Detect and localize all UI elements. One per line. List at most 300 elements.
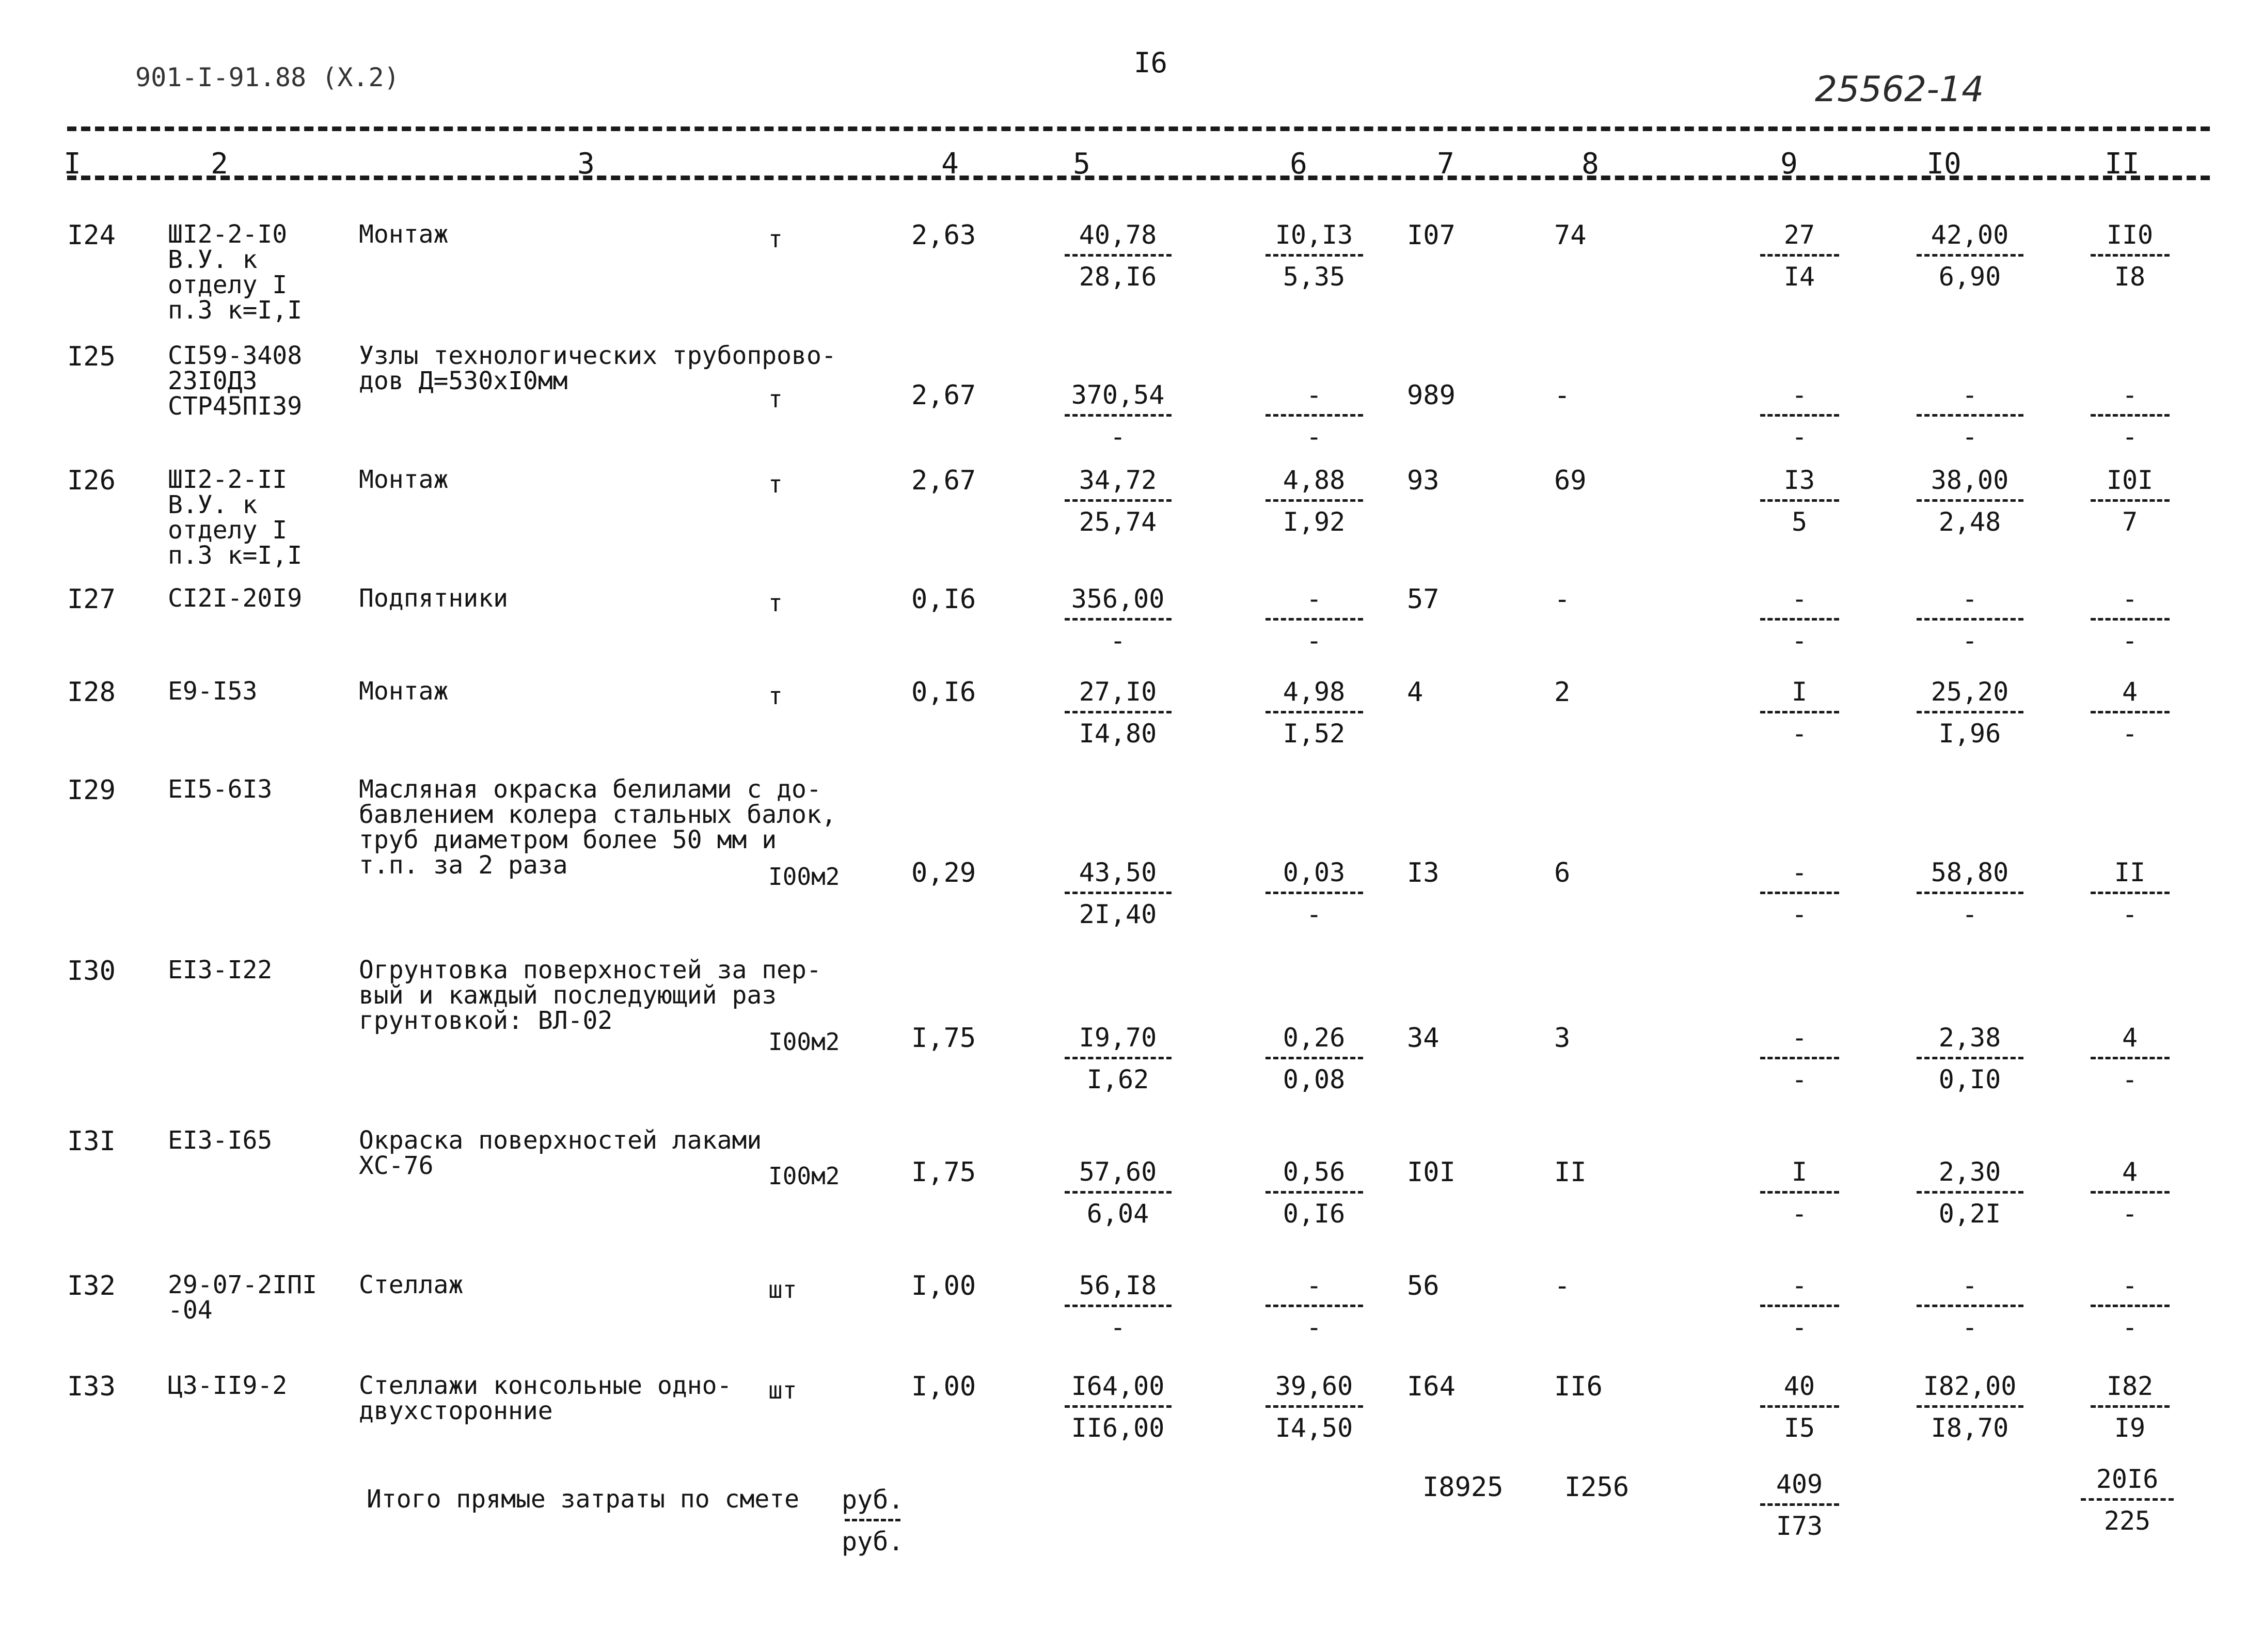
col9-value-numerator: I [1791, 677, 1808, 707]
row-unit: шт [768, 1376, 797, 1404]
col6-cost-numerator: 39,60 [1275, 1371, 1353, 1401]
col9-value [1755, 1025, 1843, 1092]
col5-cost-fraction-bar [1065, 1057, 1172, 1059]
total-col11-fraction-bar [2081, 1498, 2174, 1501]
col10-value-numerator: 42,00 [1931, 220, 2009, 250]
col11-value-denominator: I9 [2114, 1413, 2146, 1443]
total-unit [842, 1487, 904, 1554]
column-header-11: II [2105, 147, 2140, 181]
row-unit: I00м2 [768, 1028, 840, 1056]
col8-total: 6 [1554, 857, 1571, 888]
col6-cost-denominator: - [1306, 1312, 1322, 1342]
col5-cost-denominator: - [1110, 1312, 1126, 1342]
col6-cost [1260, 467, 1368, 535]
col5-cost [1058, 1025, 1177, 1092]
row-norm-code: Е9-I53 [168, 677, 258, 706]
col8-total: - [1554, 584, 1571, 615]
row-unit: т [768, 385, 783, 413]
col9-value-numerator: - [1791, 584, 1808, 614]
col11-value-numerator: - [2122, 1270, 2138, 1300]
col10-value [1910, 1270, 2029, 1342]
col6-cost-numerator: - [1306, 1270, 1322, 1300]
row-unit: I00м2 [768, 1162, 840, 1190]
row-quantity: 0,I6 [911, 677, 976, 708]
col5-cost-denominator: I4,80 [1079, 719, 1157, 749]
col11-value-numerator: 4 [2122, 1157, 2138, 1187]
col10-value [1910, 467, 2029, 535]
col7-total: 57 [1407, 584, 1440, 615]
col10-value-denominator: 0,2I [1938, 1199, 2001, 1229]
col9-value [1755, 677, 1843, 749]
col6-cost-fraction-bar [1266, 254, 1363, 257]
col10-value [1910, 222, 2029, 290]
col10-value-numerator: - [1962, 1270, 1978, 1300]
col11-value-fraction-bar [2091, 618, 2170, 621]
col10-value [1910, 586, 2029, 654]
col11-value [2086, 222, 2174, 290]
col10-value-numerator: 2,30 [1938, 1157, 2001, 1187]
col6-cost-denominator: - [1306, 422, 1322, 452]
col10-value-denominator: 2,48 [1938, 507, 2001, 537]
col9-value-denominator: - [1791, 626, 1808, 656]
col10-value [1910, 1159, 2029, 1227]
row-position: I27 [67, 584, 116, 615]
col5-cost-denominator: - [1110, 422, 1126, 452]
row-work-name: Масляная окраска белилами с до- бавлением колера стальных балок, труб диаметром более 50 мм и т.п. за 2 раза [359, 775, 836, 880]
row-work-name: Стеллажи консольные одно- двухсторонние [359, 1371, 732, 1425]
column-header-5: 5 [1073, 147, 1090, 181]
col6-cost [1260, 382, 1368, 450]
col5-cost-numerator: 356,00 [1071, 584, 1165, 614]
row-quantity: 2,63 [911, 220, 976, 251]
col6-cost [1260, 1270, 1368, 1342]
total-col9-fraction-bar [1760, 1503, 1839, 1506]
col9-value-fraction-bar [1760, 618, 1839, 621]
column-header-9: 9 [1780, 147, 1798, 181]
row-quantity: I,75 [911, 1157, 976, 1188]
col9-value-fraction-bar [1760, 1405, 1839, 1408]
col6-cost-fraction-bar [1266, 1057, 1363, 1059]
col6-cost [1260, 1159, 1368, 1227]
column-header-8: 8 [1581, 147, 1599, 181]
col9-value-denominator: - [1791, 1065, 1808, 1094]
total-col11-denominator: 225 [2103, 1506, 2151, 1536]
col5-cost [1058, 1159, 1177, 1227]
row-work-name: Монтаж [359, 677, 449, 706]
column-header-1: I [64, 147, 81, 181]
col5-cost-denominator: II6,00 [1071, 1413, 1165, 1443]
col11-value-fraction-bar [2091, 499, 2170, 502]
col6-cost-numerator: 0,56 [1283, 1157, 1346, 1187]
col9-value-denominator: I5 [1783, 1413, 1815, 1443]
col6-cost [1260, 1025, 1368, 1092]
col6-cost-denominator: I4,50 [1275, 1413, 1353, 1443]
col10-value-denominator: - [1962, 1312, 1978, 1342]
col5-cost-fraction-bar [1065, 1405, 1172, 1408]
col5-cost [1058, 222, 1177, 290]
row-norm-code: 29-07-2IПI -04 [168, 1270, 317, 1325]
col6-cost [1260, 677, 1368, 749]
row-work-name: Монтаж [359, 220, 449, 249]
header-bottom-rule [67, 176, 2210, 180]
col6-cost-fraction-bar [1266, 499, 1363, 502]
col10-value-fraction-bar [1917, 1057, 2023, 1059]
col6-cost-numerator: 0,03 [1283, 857, 1346, 887]
col10-value [1910, 1373, 2029, 1441]
col5-cost-denominator: 6,04 [1086, 1199, 1149, 1229]
col5-cost [1058, 382, 1177, 450]
col5-cost [1058, 1373, 1177, 1441]
col6-cost-denominator: 0,I6 [1283, 1199, 1346, 1229]
column-header-3: 3 [577, 147, 595, 181]
col5-cost-numerator: I64,00 [1071, 1371, 1165, 1401]
row-norm-code: ЕI5-6I3 [168, 775, 273, 804]
col5-cost-fraction-bar [1065, 1305, 1172, 1307]
col11-value-fraction-bar [2091, 711, 2170, 713]
col9-value-denominator: 5 [1791, 507, 1808, 537]
col9-value-numerator: 27 [1783, 220, 1815, 250]
col5-cost-fraction-bar [1065, 618, 1172, 621]
col11-value-denominator: - [2122, 1312, 2138, 1342]
col10-value-denominator: I8,70 [1931, 1413, 2009, 1443]
total-col9 [1755, 1471, 1843, 1539]
row-position: I3I [67, 1126, 116, 1157]
col11-value-fraction-bar [2091, 414, 2170, 417]
col5-cost-numerator: 27,I0 [1079, 677, 1157, 707]
col6-cost-denominator: - [1306, 899, 1322, 929]
total-col7: I8925 [1422, 1472, 1504, 1503]
col9-value-denominator: - [1791, 422, 1808, 452]
row-position: I32 [67, 1270, 116, 1301]
col9-value-denominator: - [1791, 899, 1808, 929]
col6-cost-fraction-bar [1266, 892, 1363, 894]
column-header-6: 6 [1290, 147, 1307, 181]
col6-cost-denominator: 0,08 [1283, 1065, 1346, 1094]
total-unit-numerator: руб. [842, 1485, 904, 1515]
col9-value-fraction-bar [1760, 892, 1839, 894]
col5-cost [1058, 857, 1177, 929]
row-norm-code: ЕI3-I65 [168, 1126, 273, 1155]
col9-value-denominator: - [1791, 719, 1808, 749]
col5-cost-numerator: 56,I8 [1079, 1270, 1157, 1300]
col9-value-fraction-bar [1760, 499, 1839, 502]
col11-value-denominator: - [2122, 899, 2138, 929]
col11-value-denominator: - [2122, 1065, 2138, 1094]
col9-value-numerator: I [1791, 1157, 1808, 1187]
col9-value [1755, 222, 1843, 290]
col11-value-denominator: - [2122, 626, 2138, 656]
col5-cost-numerator: 57,60 [1079, 1157, 1157, 1187]
col7-total: I3 [1407, 857, 1440, 888]
col8-total: 3 [1554, 1023, 1571, 1054]
row-work-name: Стеллаж [359, 1270, 464, 1299]
col11-value-denominator: 7 [2122, 507, 2138, 537]
col8-total: 74 [1554, 220, 1587, 251]
row-norm-code: ШI2-2-II В.У. к отделу I п.3 к=I,I [168, 465, 303, 570]
col6-cost-fraction-bar [1266, 618, 1363, 621]
row-norm-code: Ц3-II9-2 [168, 1371, 288, 1400]
col11-value-numerator: I0I [2106, 465, 2154, 495]
col9-value-numerator: - [1791, 1023, 1808, 1053]
col11-value-denominator: I8 [2114, 262, 2146, 292]
col11-value-fraction-bar [2091, 1191, 2170, 1194]
row-unit: т [768, 589, 783, 617]
row-norm-code: ЕI3-I22 [168, 956, 273, 984]
col5-cost-fraction-bar [1065, 1191, 1172, 1194]
col5-cost-denominator: 28,I6 [1079, 262, 1157, 292]
col11-value-numerator: 4 [2122, 677, 2138, 707]
col11-value-denominator: - [2122, 1199, 2138, 1229]
col6-cost-numerator: 4,88 [1283, 465, 1346, 495]
col9-value [1755, 382, 1843, 450]
col10-value [1910, 857, 2029, 929]
row-position: I26 [67, 465, 116, 496]
row-norm-code: ШI2-2-I0 В.У. к отделу I п.3 к=I,I [168, 220, 303, 325]
col11-value-denominator: - [2122, 719, 2138, 749]
page-number: I6 [1134, 46, 1168, 79]
row-unit: шт [768, 1276, 797, 1304]
col10-value [1910, 382, 2029, 450]
col5-cost-numerator: 370,54 [1071, 380, 1165, 410]
col10-value-fraction-bar [1917, 1305, 2023, 1307]
col11-value-fraction-bar [2091, 892, 2170, 894]
col11-value [2086, 857, 2174, 929]
row-work-name: Монтаж [359, 465, 449, 494]
col6-cost [1260, 222, 1368, 290]
col10-value-fraction-bar [1917, 1405, 2023, 1408]
col6-cost-numerator: 0,26 [1283, 1023, 1346, 1053]
col6-cost-numerator: I0,I3 [1275, 220, 1353, 250]
col10-value-fraction-bar [1917, 1191, 2023, 1194]
total-col8: I256 [1564, 1472, 1630, 1503]
row-position: I25 [67, 341, 116, 372]
col10-value-fraction-bar [1917, 892, 2023, 894]
col10-value-fraction-bar [1917, 254, 2023, 257]
row-norm-code: СI59-3408 23I0Д3 СТР45ПI39 [168, 341, 303, 421]
row-work-name: Окраска поверхностей лаками ХС-76 [359, 1126, 762, 1180]
col11-value [2086, 1025, 2174, 1092]
col11-value [2086, 1270, 2174, 1342]
col10-value-denominator: - [1962, 899, 1978, 929]
col10-value-numerator: 25,20 [1931, 677, 2009, 707]
col5-cost [1058, 1270, 1177, 1342]
col11-value-fraction-bar [2091, 254, 2170, 257]
col11-value-denominator: - [2122, 422, 2138, 452]
row-quantity: I,00 [911, 1270, 976, 1301]
col9-value-numerator: - [1791, 857, 1808, 887]
col10-value-numerator: 38,00 [1931, 465, 2009, 495]
col11-value [2086, 382, 2174, 450]
col11-value [2086, 677, 2174, 749]
col7-total: I07 [1407, 220, 1456, 251]
column-header-7: 7 [1437, 147, 1454, 181]
col9-value-numerator: I3 [1783, 465, 1815, 495]
col9-value-denominator: I4 [1783, 262, 1815, 292]
col5-cost-numerator: I9,70 [1079, 1023, 1157, 1053]
row-position: I30 [67, 956, 116, 987]
col6-cost-fraction-bar [1266, 1305, 1363, 1307]
col6-cost [1260, 586, 1368, 654]
col6-cost-numerator: - [1306, 380, 1322, 410]
col5-cost-denominator: 25,74 [1079, 507, 1157, 537]
col5-cost-denominator: 2I,40 [1079, 899, 1157, 929]
col8-total: II6 [1554, 1371, 1603, 1402]
col10-value-fraction-bar [1917, 499, 2023, 502]
col11-value-fraction-bar [2091, 1405, 2170, 1408]
col9-value-numerator: - [1791, 1270, 1808, 1300]
col10-value-fraction-bar [1917, 618, 2023, 621]
col11-value-numerator: 4 [2122, 1023, 2138, 1053]
col10-value-numerator: 2,38 [1938, 1023, 2001, 1053]
col9-value-fraction-bar [1760, 254, 1839, 257]
total-label: Итого прямые затраты по смете [367, 1485, 800, 1514]
row-unit: т [768, 682, 783, 710]
column-header-10: I0 [1926, 147, 1962, 181]
col7-total: 989 [1407, 380, 1456, 411]
col5-cost-numerator: 34,72 [1079, 465, 1157, 495]
row-position: I28 [67, 677, 116, 708]
row-quantity: I,75 [911, 1023, 976, 1054]
col6-cost-fraction-bar [1266, 711, 1363, 713]
col9-value-denominator: - [1791, 1312, 1808, 1342]
col11-value [2086, 586, 2174, 654]
col10-value-denominator: 6,90 [1938, 262, 2001, 292]
col5-cost [1058, 677, 1177, 749]
col6-cost-numerator: - [1306, 584, 1322, 614]
column-header-4: 4 [941, 147, 959, 181]
col5-cost-denominator: I,62 [1086, 1065, 1149, 1094]
row-quantity: 0,I6 [911, 584, 976, 615]
col5-cost-fraction-bar [1065, 254, 1172, 257]
col10-value-numerator: - [1962, 584, 1978, 614]
col8-total: 69 [1554, 465, 1587, 496]
col8-total: - [1554, 380, 1571, 411]
col6-cost-denominator: - [1306, 626, 1322, 656]
col11-value-numerator: II [2114, 857, 2146, 887]
row-quantity: I,00 [911, 1371, 976, 1402]
total-col11-numerator: 20I6 [2096, 1464, 2159, 1494]
row-quantity: 2,67 [911, 380, 976, 411]
col6-cost-denominator: I,92 [1283, 507, 1346, 537]
col11-value [2086, 1159, 2174, 1227]
header-top-rule [67, 126, 2210, 131]
col10-value [1910, 677, 2029, 749]
col9-value-denominator: - [1791, 1199, 1808, 1229]
total-col11 [2076, 1466, 2179, 1534]
col10-value-numerator: - [1962, 380, 1978, 410]
col9-value [1755, 586, 1843, 654]
col10-value-fraction-bar [1917, 414, 2023, 417]
total-col9-numerator: 409 [1776, 1469, 1823, 1499]
col11-value-numerator: I82 [2106, 1371, 2154, 1401]
col5-cost-fraction-bar [1065, 892, 1172, 894]
col9-value [1755, 1373, 1843, 1441]
col5-cost-numerator: 40,78 [1079, 220, 1157, 250]
row-norm-code: СI2I-20I9 [168, 584, 303, 613]
col8-total: II [1554, 1157, 1587, 1188]
col11-value-fraction-bar [2091, 1057, 2170, 1059]
col9-value [1755, 1159, 1843, 1227]
col7-total: I64 [1407, 1371, 1456, 1402]
col5-cost-fraction-bar [1065, 711, 1172, 713]
col5-cost-denominator: - [1110, 626, 1126, 656]
col7-total: 34 [1407, 1023, 1440, 1054]
col5-cost-fraction-bar [1065, 499, 1172, 502]
col10-value-denominator: 0,I0 [1938, 1065, 2001, 1094]
row-unit: I00м2 [768, 863, 840, 891]
col11-value-numerator: - [2122, 584, 2138, 614]
col11-value-fraction-bar [2091, 1305, 2170, 1307]
col9-value-fraction-bar [1760, 711, 1839, 713]
col5-cost-numerator: 43,50 [1079, 857, 1157, 887]
col10-value-denominator: - [1962, 422, 1978, 452]
col9-value [1755, 467, 1843, 535]
row-work-name: Огрунтовка поверхностей за пер- вый и каждый последующий раз грунтовкой: ВЛ-02 [359, 956, 821, 1035]
row-unit: т [768, 225, 783, 253]
row-quantity: 2,67 [911, 465, 976, 496]
col6-cost-numerator: 4,98 [1283, 677, 1346, 707]
col6-cost-fraction-bar [1266, 1191, 1363, 1194]
col9-value-fraction-bar [1760, 1057, 1839, 1059]
col10-value-fraction-bar [1917, 711, 2023, 713]
col5-cost-fraction-bar [1065, 414, 1172, 417]
col9-value-numerator: - [1791, 380, 1808, 410]
col6-cost [1260, 857, 1368, 929]
col9-value-fraction-bar [1760, 1305, 1839, 1307]
total-col9-denominator: I73 [1776, 1511, 1823, 1541]
row-unit: т [768, 470, 783, 498]
col10-value-denominator: - [1962, 626, 1978, 656]
col9-value-fraction-bar [1760, 1191, 1839, 1194]
col9-value [1755, 857, 1843, 929]
col6-cost-fraction-bar [1266, 414, 1363, 417]
col6-cost-denominator: I,52 [1283, 719, 1346, 749]
col6-cost-fraction-bar [1266, 1405, 1363, 1408]
col11-value-numerator: - [2122, 380, 2138, 410]
col7-total: I0I [1407, 1157, 1456, 1188]
col10-value-numerator: I82,00 [1923, 1371, 2017, 1401]
col5-cost [1058, 467, 1177, 535]
handwritten-number: 25562-14 [1815, 69, 1984, 110]
col7-total: 56 [1407, 1270, 1440, 1301]
row-work-name: Узлы технологических трубопрово- дов Д=530хI0мм [359, 341, 836, 395]
col9-value-fraction-bar [1760, 414, 1839, 417]
col7-total: 93 [1407, 465, 1440, 496]
col8-total: - [1554, 1270, 1571, 1301]
col11-value-numerator: II0 [2106, 220, 2154, 250]
total-unit-fraction-bar [845, 1519, 900, 1521]
col6-cost [1260, 1373, 1368, 1441]
row-quantity: 0,29 [911, 857, 976, 888]
row-position: I33 [67, 1371, 116, 1402]
col7-total: 4 [1407, 677, 1423, 708]
col11-value [2086, 1373, 2174, 1441]
col10-value-denominator: I,96 [1938, 719, 2001, 749]
col11-value [2086, 467, 2174, 535]
col9-value-numerator: 40 [1783, 1371, 1815, 1401]
document-code: 901-I-91.88 (X.2) [135, 62, 400, 92]
col9-value [1755, 1270, 1843, 1342]
row-position: I24 [67, 220, 116, 251]
row-position: I29 [67, 775, 116, 806]
col8-total: 2 [1554, 677, 1571, 708]
col5-cost [1058, 586, 1177, 654]
col10-value-numerator: 58,80 [1931, 857, 2009, 887]
column-header-2: 2 [211, 147, 228, 181]
row-work-name: Подпятники [359, 584, 508, 613]
col6-cost-denominator: 5,35 [1283, 262, 1346, 292]
total-unit-denominator: руб. [842, 1527, 904, 1556]
